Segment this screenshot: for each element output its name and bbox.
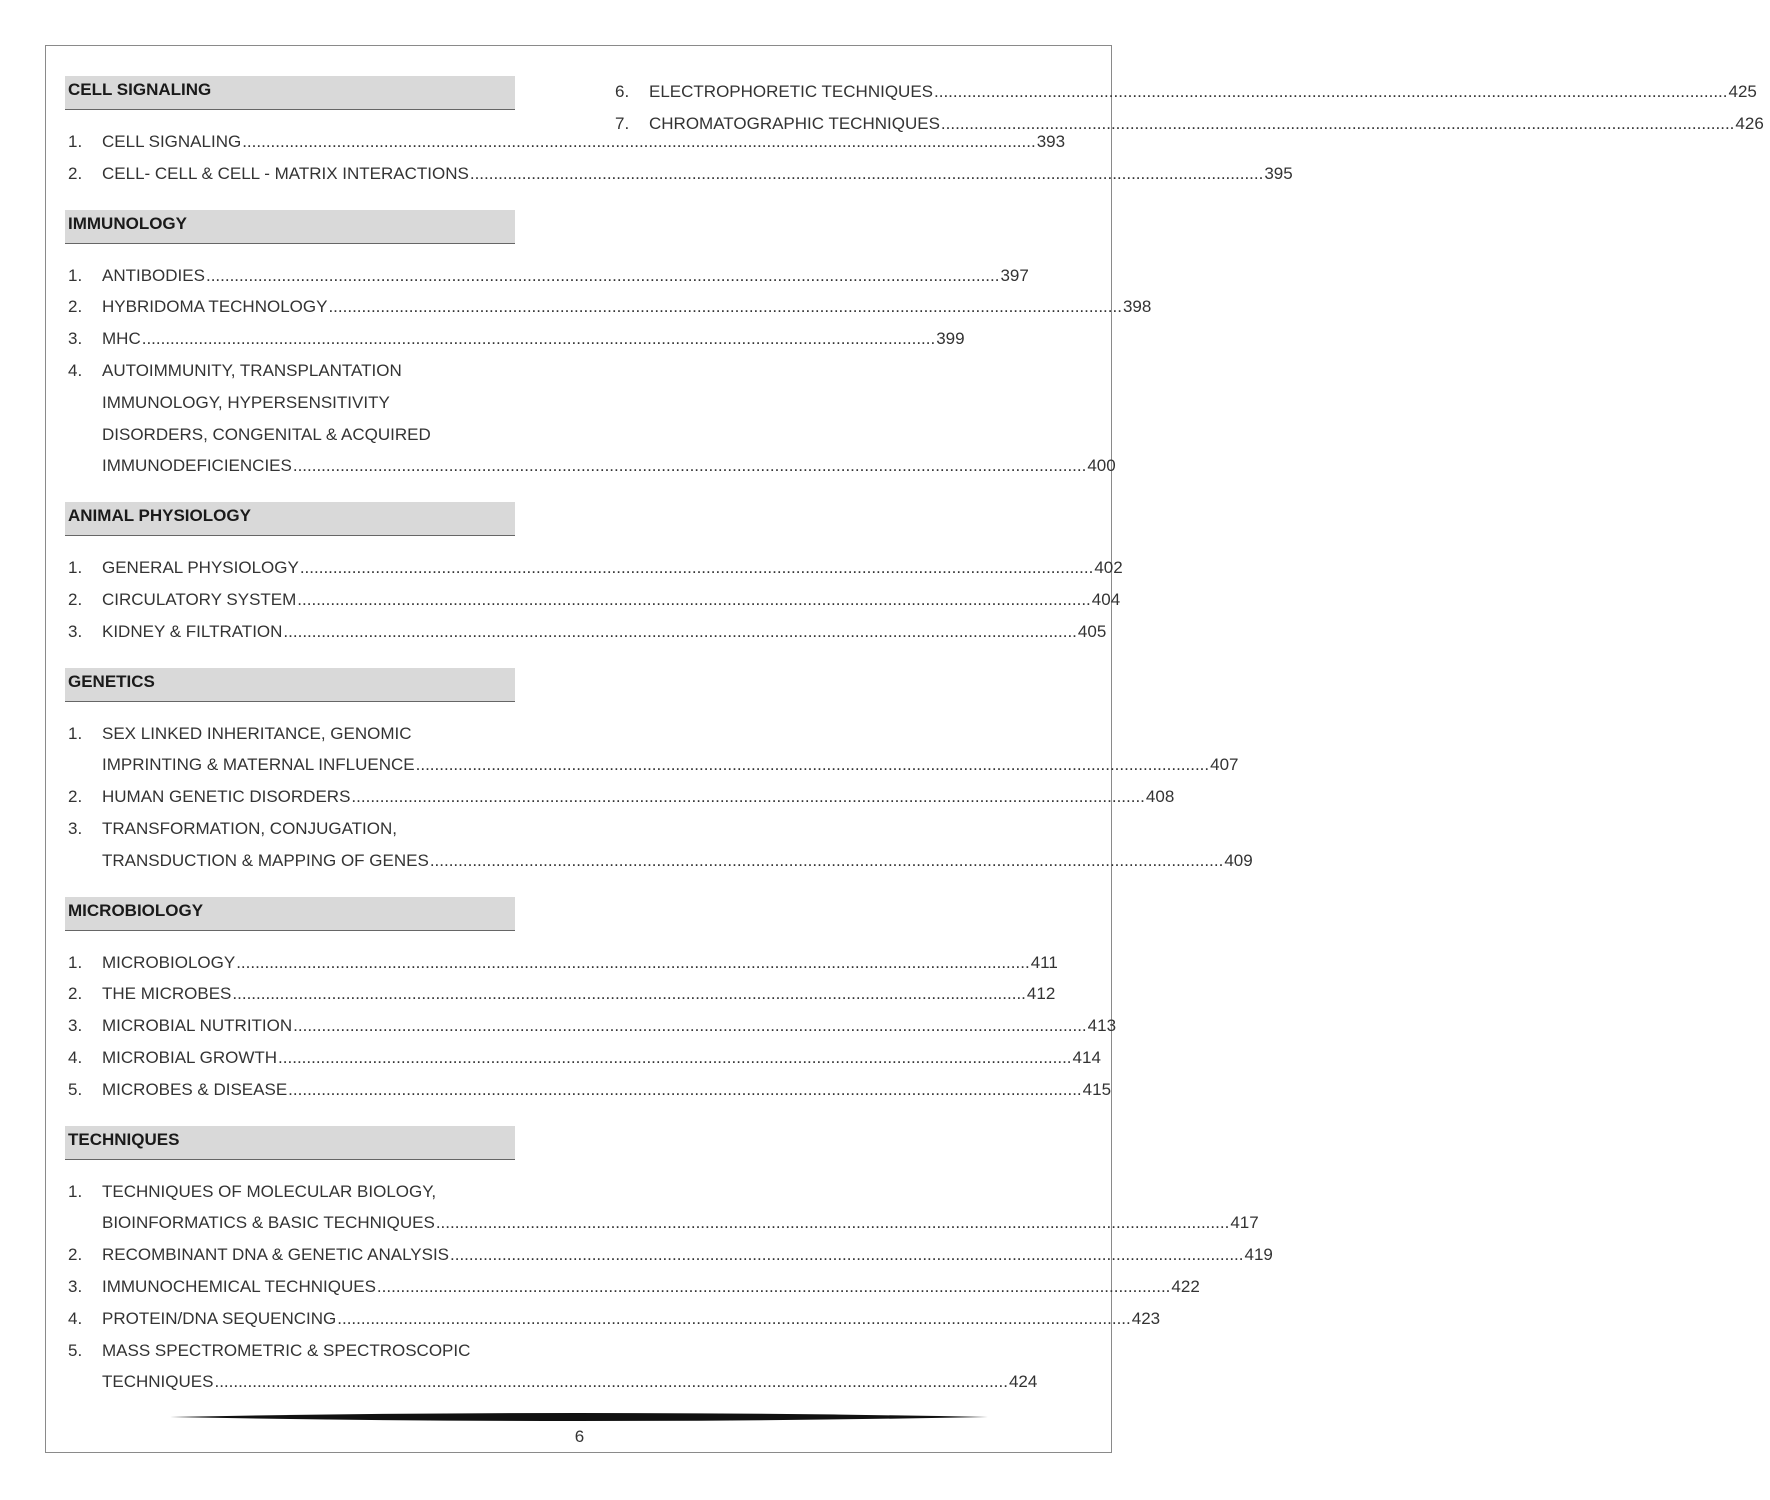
entry-page-number: 407 — [1210, 755, 1239, 775]
entry-body — [102, 1303, 1166, 1335]
section-heading: GENETICS — [65, 668, 515, 702]
entry-title: MICROBES & DISEASE — [102, 1079, 288, 1099]
toc-entry — [65, 1176, 1259, 1240]
toc-entry — [65, 1303, 1161, 1335]
toc-entry — [65, 355, 1116, 482]
entry-body — [102, 1239, 1279, 1271]
section-heading: TECHNIQUES — [65, 1126, 515, 1160]
dot-leader — [377, 1271, 1171, 1303]
entry-title: IMMUNODEFICIENCIES — [102, 456, 292, 476]
section-heading: CELL SIGNALING — [65, 76, 515, 110]
entry-title-row — [649, 76, 1757, 108]
entry-number: 2. — [68, 787, 83, 807]
entry-page-number: 424 — [1008, 1372, 1038, 1392]
page-number: 6 — [574, 1427, 585, 1446]
entry-body — [102, 291, 1157, 323]
entry-title: ANTIBODIES — [102, 265, 205, 285]
entry-title-row — [102, 947, 1058, 979]
entry-title-row — [102, 1366, 1037, 1398]
entry-number: 7. — [615, 113, 630, 133]
dot-leader — [450, 1239, 1244, 1271]
entry-page-number: 399 — [936, 329, 965, 349]
entry-page-number: 419 — [1244, 1245, 1273, 1265]
entry-body — [102, 1074, 1117, 1106]
entry-title-row — [102, 1074, 1111, 1106]
section-heading: MICROBIOLOGY — [65, 897, 515, 931]
dot-leader — [288, 1074, 1082, 1106]
entry-page-number: 400 — [1087, 456, 1116, 476]
toc-entry-list — [65, 947, 1117, 1106]
dot-leader — [236, 947, 1030, 979]
dot-leader — [436, 1207, 1230, 1239]
entry-body — [102, 1042, 1107, 1074]
entry-title-row — [102, 260, 1029, 292]
entry-title: HUMAN GENETIC DISORDERS — [102, 787, 351, 807]
entry-page-number: 414 — [1072, 1047, 1101, 1067]
entry-body — [102, 323, 971, 355]
entry-page-number: 413 — [1087, 1016, 1117, 1036]
entry-title: HYBRIDOMA TECHNOLOGY — [102, 297, 328, 317]
entry-title: CHROMATOGRAPHIC TECHNIQUES — [649, 113, 940, 133]
toc-entry — [65, 126, 1066, 158]
entry-title: BIOINFORMATICS & BASIC TECHNIQUES — [102, 1213, 435, 1233]
entry-number: 1. — [68, 1181, 83, 1201]
toc-right-column — [612, 76, 1764, 160]
toc-entry — [65, 584, 1121, 616]
toc-entry-list — [65, 718, 1253, 877]
entry-body — [102, 584, 1126, 616]
entry-title-row — [102, 1010, 1116, 1042]
entry-number: 2. — [68, 297, 83, 317]
entry-title: THE MICROBES — [102, 984, 232, 1004]
dot-leader — [293, 1010, 1087, 1042]
entry-number: 3. — [68, 1276, 83, 1296]
entry-body — [102, 947, 1064, 979]
entry-page-number: 423 — [1131, 1308, 1161, 1328]
entry-page-number: 395 — [1264, 163, 1293, 183]
entry-page-number: 422 — [1171, 1276, 1200, 1296]
entry-number: 1. — [68, 558, 83, 578]
toc-entry-list — [65, 1176, 1273, 1399]
entry-number: 3. — [68, 621, 83, 641]
toc-entry — [65, 1042, 1101, 1074]
dot-leader — [283, 616, 1077, 648]
dot-leader — [293, 450, 1087, 482]
entry-number: 5. — [68, 1079, 83, 1099]
entry-title-line: SEX LINKED INHERITANCE, GENOMIC — [102, 723, 412, 743]
entry-number: 5. — [68, 1340, 83, 1360]
dot-leader — [934, 76, 1728, 108]
footer-divider — [170, 1410, 988, 1424]
dot-leader — [206, 260, 1000, 292]
entry-body — [102, 1271, 1206, 1303]
entry-title: MICROBIAL GROWTH — [102, 1047, 278, 1067]
entry-title-row — [102, 978, 1055, 1010]
entry-title-line: AUTOIMMUNITY, TRANSPLANTATION — [102, 360, 402, 380]
entry-title-row — [102, 450, 1116, 482]
entry-number: 1. — [68, 265, 83, 285]
dot-leader — [416, 749, 1210, 781]
entry-number: 2. — [68, 1245, 83, 1265]
section-heading: IMMUNOLOGY — [65, 210, 515, 244]
entry-title-row — [102, 1303, 1160, 1335]
entry-page-number: 393 — [1036, 132, 1066, 151]
entry-title: CELL SIGNALING — [102, 132, 242, 151]
toc-entry — [65, 323, 965, 355]
entry-title-row — [102, 616, 1106, 648]
entry-title-line: TECHNIQUES OF MOLECULAR BIOLOGY, — [102, 1181, 437, 1201]
dot-leader — [337, 1303, 1131, 1335]
toc-entry-list — [612, 76, 1764, 140]
entry-page-number: 417 — [1230, 1213, 1259, 1233]
entry-title-row — [102, 1271, 1200, 1303]
entry-page-number: 426 — [1735, 113, 1764, 133]
toc-entry — [65, 813, 1253, 877]
entry-title-row — [102, 552, 1123, 584]
entry-title: IMMUNOCHEMICAL TECHNIQUES — [102, 1276, 376, 1296]
entry-number: 3. — [68, 818, 83, 838]
entry-title: CELL- CELL & CELL - MATRIX INTERACTIONS — [102, 163, 469, 183]
entry-number: 1. — [68, 723, 83, 743]
dot-leader — [941, 108, 1735, 140]
entry-body — [649, 108, 1770, 140]
toc-entry — [65, 947, 1058, 979]
entry-title: TECHNIQUES — [102, 1372, 214, 1392]
entry-title-row — [102, 158, 1293, 190]
entry-title-row — [102, 1239, 1273, 1271]
entry-number: 4. — [68, 1047, 83, 1067]
entry-page-number: 412 — [1026, 984, 1056, 1004]
entry-page-number: 409 — [1224, 850, 1253, 870]
dot-leader — [470, 158, 1264, 190]
entry-title: RECOMBINANT DNA & GENETIC ANALYSIS — [102, 1245, 450, 1265]
entry-number: 4. — [68, 1308, 83, 1328]
dot-leader — [278, 1042, 1072, 1074]
entry-title-row — [102, 781, 1174, 813]
section-heading: ANIMAL PHYSIOLOGY — [65, 502, 515, 536]
entry-body — [649, 76, 1763, 108]
entry-body — [102, 552, 1129, 584]
entry-title-line: MASS SPECTROMETRIC & SPECTROSCOPIC — [102, 1340, 471, 1360]
entry-number: 1. — [68, 952, 83, 972]
entry-number: 2. — [68, 163, 83, 183]
entry-title-line: DISORDERS, CONGENITAL & ACQUIRED — [102, 424, 431, 444]
entry-body — [102, 718, 1245, 782]
dot-leader — [297, 584, 1091, 616]
entry-title-row — [102, 749, 1239, 781]
toc-entry — [65, 781, 1175, 813]
toc-entry — [65, 1335, 1038, 1399]
toc-entry-list — [65, 552, 1123, 647]
entry-number: 3. — [68, 1016, 83, 1036]
entry-page-number: 408 — [1145, 787, 1175, 807]
toc-entry — [65, 1239, 1273, 1271]
entry-body — [102, 260, 1035, 292]
entry-number: 1. — [68, 132, 83, 151]
entry-page-number: 405 — [1077, 621, 1107, 641]
entry-title-row — [649, 108, 1764, 140]
entry-title: MICROBIOLOGY — [102, 952, 236, 972]
dot-leader — [328, 291, 1122, 323]
entry-page-number: 402 — [1094, 558, 1123, 578]
entry-body — [102, 616, 1112, 648]
entry-page-number: 398 — [1122, 297, 1152, 317]
entry-title: CIRCULATORY SYSTEM — [102, 589, 297, 609]
entry-title-row — [102, 291, 1151, 323]
toc-entry-list — [65, 126, 1293, 190]
entry-body — [102, 1335, 1043, 1399]
dot-leader — [351, 781, 1145, 813]
entry-page-number: 404 — [1091, 589, 1121, 609]
entry-page-number: 397 — [1000, 265, 1029, 285]
toc-entry-list — [65, 260, 1152, 483]
dot-leader — [214, 1366, 1008, 1398]
dot-leader — [430, 845, 1224, 877]
entry-title: PROTEIN/DNA SEQUENCING — [102, 1308, 337, 1328]
entry-title: MICROBIAL NUTRITION — [102, 1016, 293, 1036]
toc-entry — [612, 76, 1757, 108]
entry-title: GENERAL PHYSIOLOGY — [102, 558, 299, 578]
entry-number: 2. — [68, 984, 83, 1004]
toc-entry — [65, 718, 1239, 782]
entry-title-row — [102, 584, 1120, 616]
toc-entry — [65, 1074, 1112, 1106]
entry-page-number: 425 — [1728, 82, 1757, 101]
entry-number: 4. — [68, 360, 83, 380]
dot-leader — [232, 978, 1026, 1010]
entry-title-row — [102, 1207, 1259, 1239]
entry-title-row — [102, 1042, 1101, 1074]
entry-page-number: 415 — [1082, 1079, 1112, 1099]
toc-entry — [65, 260, 1029, 292]
entry-title: IMPRINTING & MATERNAL INFLUENCE — [102, 755, 415, 775]
entry-page-number: 411 — [1030, 952, 1058, 972]
toc-entry — [65, 978, 1056, 1010]
entry-body — [102, 158, 1299, 190]
entry-body — [102, 1176, 1265, 1240]
entry-title: MHC — [102, 329, 141, 349]
entry-number: 3. — [68, 329, 83, 349]
entry-number: 6. — [615, 82, 630, 101]
toc-entry — [65, 291, 1152, 323]
entry-title-row — [102, 323, 965, 355]
entry-body — [102, 978, 1061, 1010]
entry-title-line: TRANSFORMATION, CONJUGATION, — [102, 818, 397, 838]
toc-entry — [65, 1010, 1117, 1042]
entry-title: TRANSDUCTION & MAPPING OF GENES — [102, 850, 429, 870]
toc-entry — [65, 552, 1123, 584]
entry-body — [102, 781, 1180, 813]
entry-body — [102, 1010, 1122, 1042]
entry-title: ELECTROPHORETIC TECHNIQUES — [649, 82, 934, 101]
toc-entry — [65, 1271, 1200, 1303]
entry-title-line: IMMUNOLOGY, HYPERSENSITIVITY — [102, 392, 390, 412]
toc-entry — [65, 616, 1107, 648]
dot-leader — [142, 323, 936, 355]
toc-entry — [65, 158, 1293, 190]
entry-body — [102, 813, 1259, 877]
toc-entry — [612, 108, 1764, 140]
entry-body — [102, 355, 1122, 482]
entry-title: KIDNEY & FILTRATION — [102, 621, 283, 641]
entry-number: 2. — [68, 589, 83, 609]
dot-leader — [300, 552, 1094, 584]
entry-title-row — [102, 845, 1253, 877]
